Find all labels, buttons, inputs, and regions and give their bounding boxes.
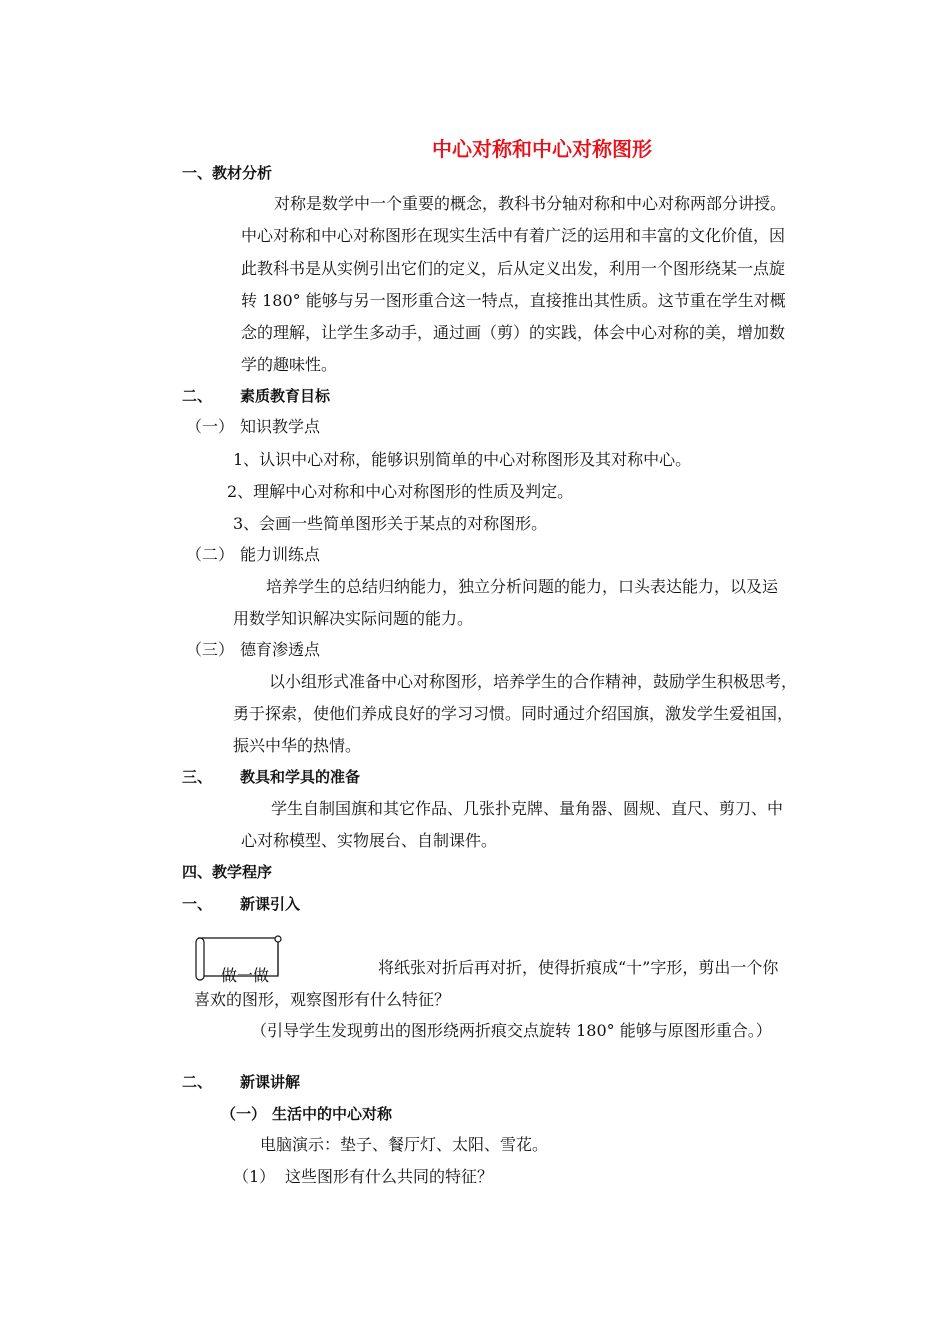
- section-4-heading: 四、教学程序: [182, 863, 273, 881]
- s4-p2-question-number: （1）: [233, 1167, 276, 1186]
- s2b-number: （二）: [186, 545, 235, 564]
- s4-part-1-number: 一、: [182, 895, 213, 913]
- s4-p2-demo: 电脑演示：垫子、餐厅灯、太阳、雪花。: [260, 1135, 549, 1154]
- section-3-heading: 教具和学具的准备: [240, 768, 361, 786]
- s2c-line-1: 以小组形式准备中心对称图形，培养学生的合作精神，鼓励学生积极思考，: [269, 672, 798, 691]
- s2c-number: （三）: [186, 640, 235, 659]
- s2a-number: （一）: [186, 417, 235, 436]
- section-1-heading: 一、教材分析: [182, 164, 273, 182]
- s2a-item-2: 2、理解中心对称和中心对称图形的性质及判定。: [227, 482, 574, 501]
- s2a-item-1: 1、认识中心对称，能够识别简单的中心对称图形及其对称中心。: [233, 450, 692, 469]
- s4-part-2-heading: 新课讲解: [240, 1073, 301, 1091]
- s2b-label: 能力训练点: [240, 545, 321, 564]
- s4-p2-sub-number: （一）: [221, 1105, 267, 1123]
- s4-part-1-heading: 新课引入: [240, 895, 301, 913]
- s1-line-4: 转 180° 能够与另一图形重合这一特点，直接推出其性质。这节重在学生对概: [241, 291, 786, 310]
- s4-part-2-number: 二、: [182, 1073, 213, 1091]
- s1-line-6: 学的趣味性。: [241, 355, 338, 374]
- s2a-label: 知识教学点: [240, 417, 321, 436]
- s2c-line-2: 勇于探索，使他们养成良好的学习习惯。同时通过介绍国旗，激发学生爱祖国，: [233, 704, 794, 723]
- s2b-line-2: 用数学知识解决实际问题的能力。: [233, 609, 474, 628]
- s4-p1-line-1: 将纸张对折后再对折，使得折痕成“十”字形，剪出一个你: [378, 958, 779, 977]
- page-title: 中心对称和中心对称图形: [432, 137, 652, 161]
- s1-line-2: 中心对称和中心对称图形在现实生活中有着广泛的运用和丰富的文化价值，因: [241, 226, 786, 245]
- s4-p1-line-2: 喜欢的图形，观察图形有什么特征？: [194, 990, 451, 1009]
- s2a-item-3: 3、会画一些简单图形关于某点的对称图形。: [233, 514, 548, 533]
- s3-line-1: 学生自制国旗和其它作品、几张扑克牌、量角器、圆规、直尺、剪刀、中: [271, 799, 784, 818]
- s1-line-3: 此教科书是从实例引出它们的定义，后从定义出发，利用一个图形绕某一点旋: [241, 259, 786, 278]
- s3-line-2: 心对称模型、实物展台、自制课件。: [241, 831, 498, 850]
- section-3-number: 三、: [182, 768, 213, 786]
- s1-line-5: 念的理解，让学生多动手，通过画（剪）的实践，体会中心对称的美，增加数: [241, 323, 786, 342]
- section-2-heading: 素质教育目标: [240, 387, 331, 405]
- s4-p2-question-text: 这些图形有什么共同的特征？: [285, 1167, 494, 1186]
- s4-p1-note: （引导学生发现剪出的图形绕两折痕交点旋转 180° 能够与原图形重合。）: [251, 1021, 772, 1040]
- s2c-label: 德育渗透点: [240, 640, 321, 659]
- scroll-label: 做一做: [221, 966, 270, 985]
- section-2-number: 二、: [182, 387, 213, 405]
- s4-p2-sub-heading: 生活中的中心对称: [272, 1105, 393, 1123]
- s1-line-1: 对称是数学中一个重要的概念，教科书分轴对称和中心对称两部分讲授。: [274, 194, 787, 213]
- s2c-line-3: 振兴中华的热情。: [233, 736, 362, 755]
- s2b-line-1: 培养学生的总结归纳能力，独立分析问题的能力，口头表达能力，以及运: [266, 577, 779, 596]
